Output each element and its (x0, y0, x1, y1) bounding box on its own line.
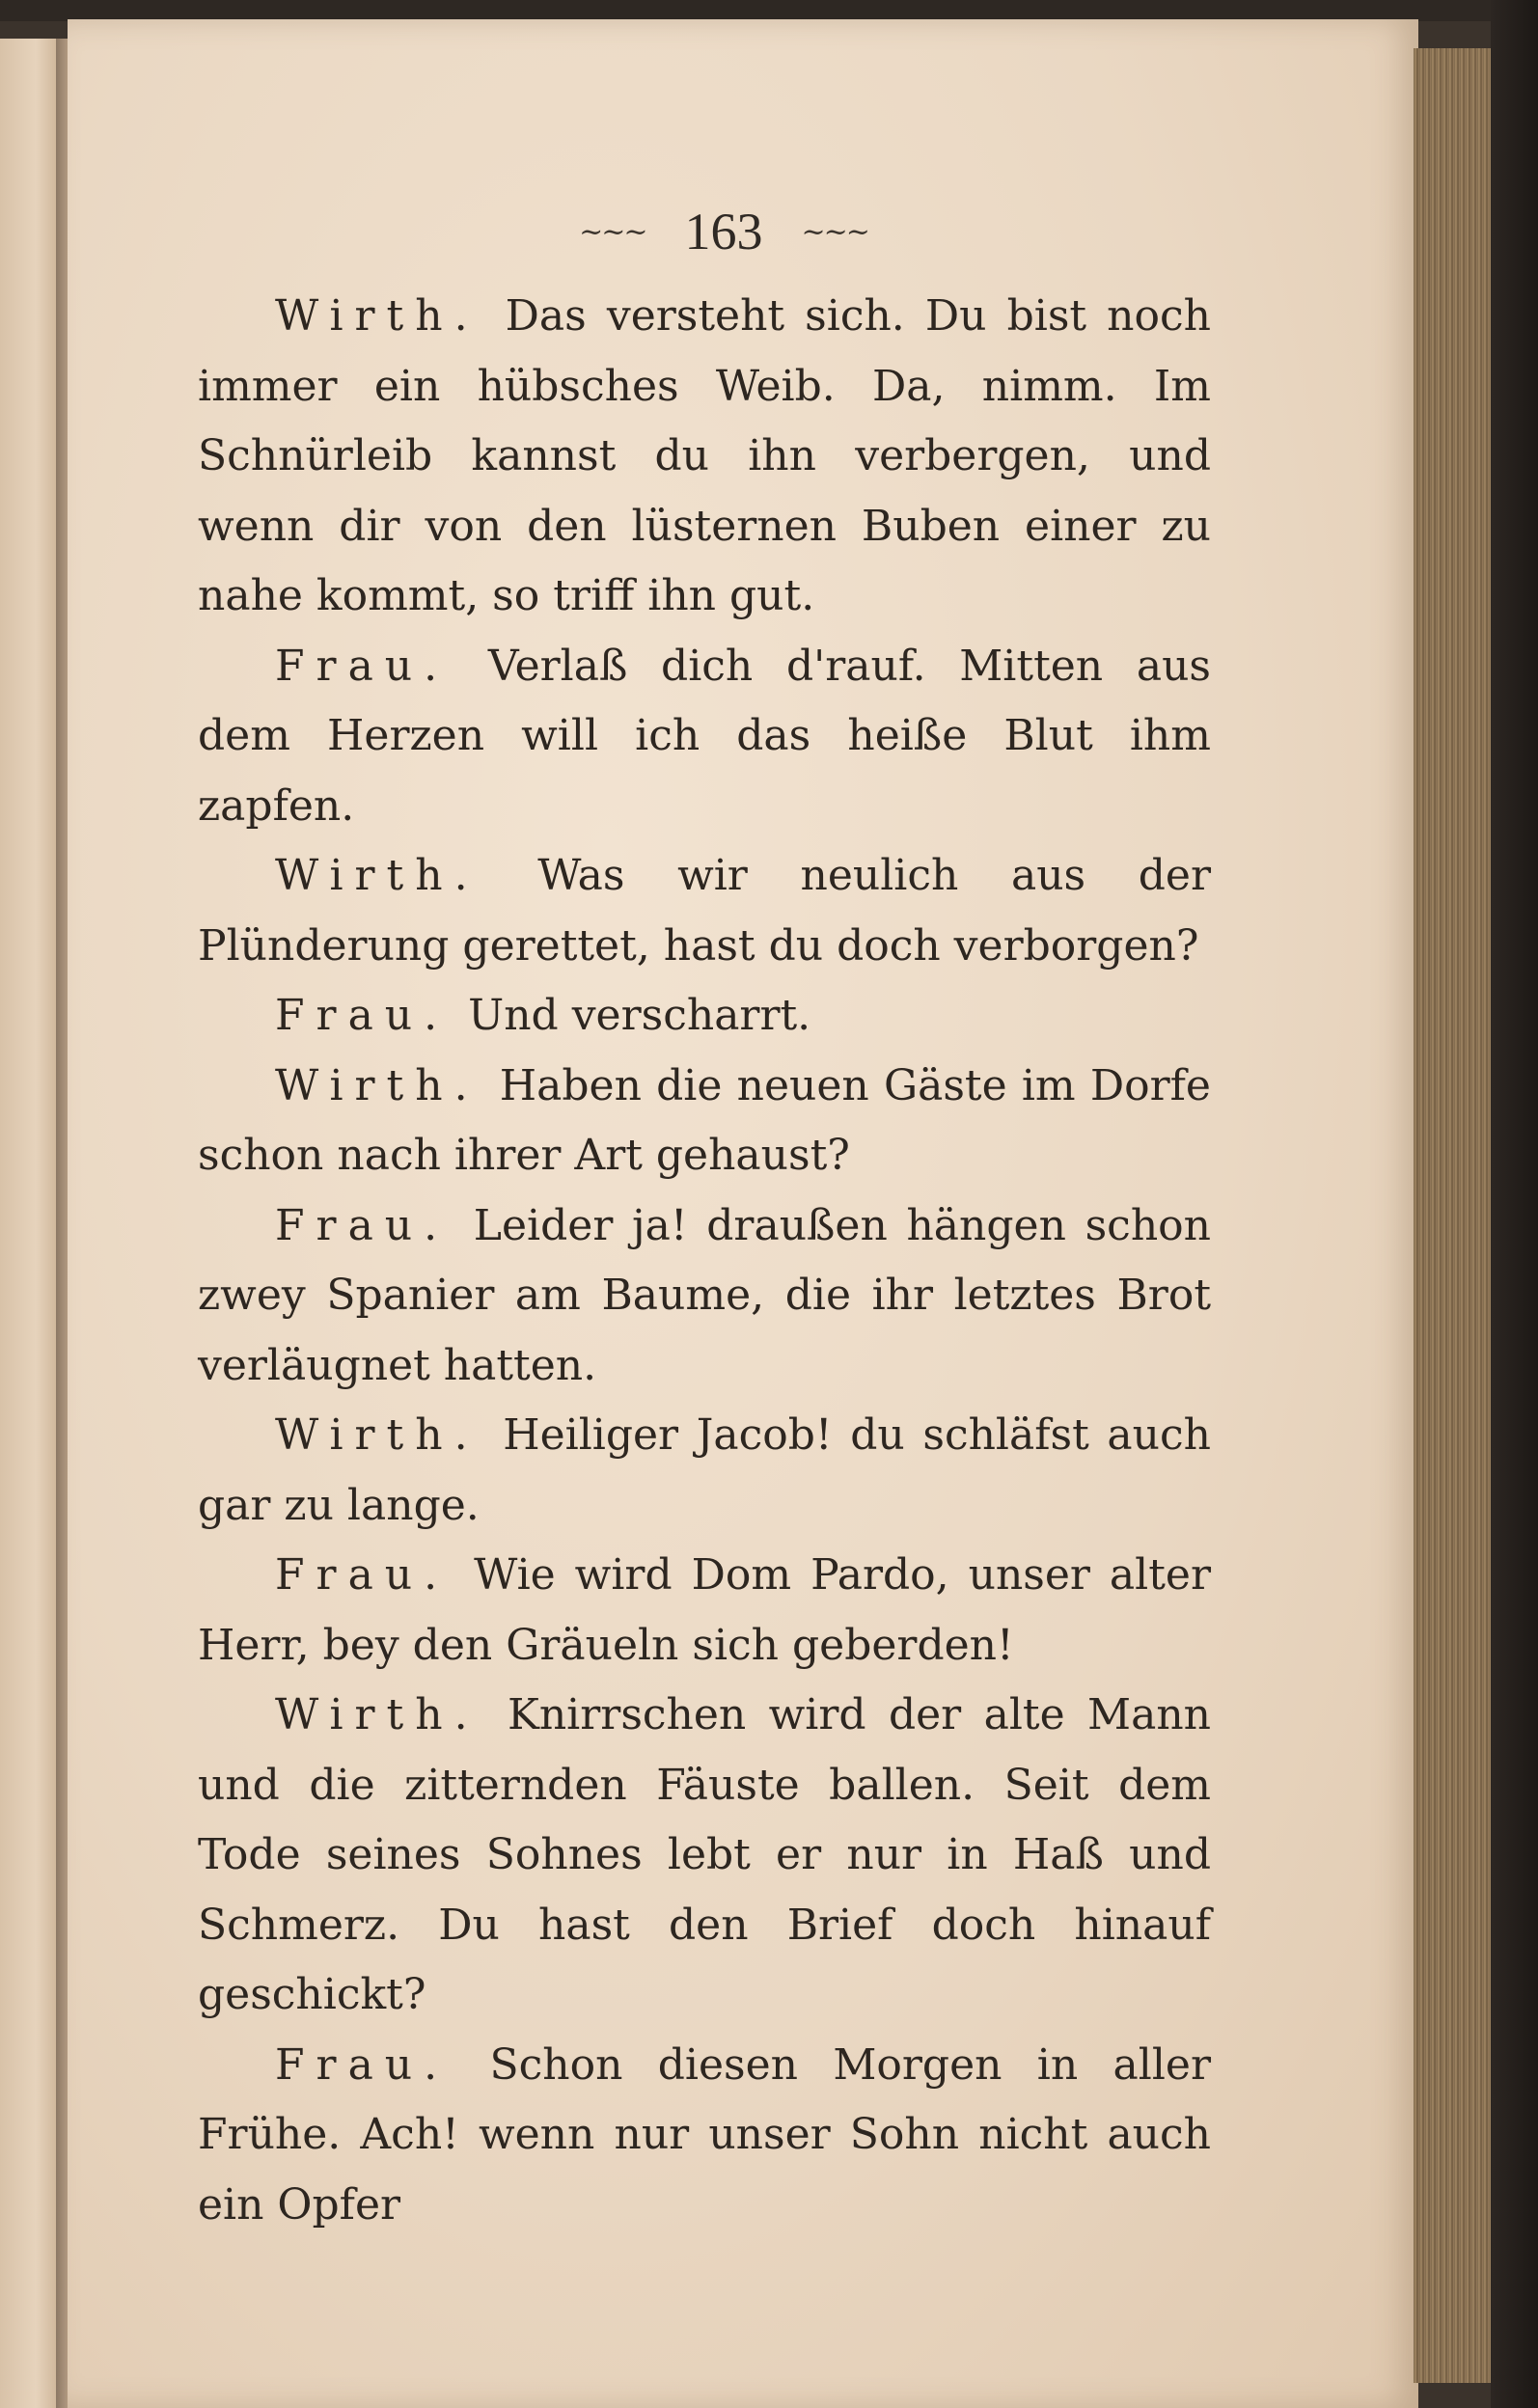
dialogue-paragraph (198, 981, 1211, 1052)
dialogue-paragraph (198, 1052, 1211, 1191)
speaker-name: Wirth. (275, 1410, 480, 1460)
speaker-name: Wirth. (275, 851, 480, 900)
speaker-name: Frau. (275, 991, 450, 1040)
dialogue-paragraph (198, 282, 1211, 632)
dialogue-paragraph (198, 1681, 1211, 2031)
dialogue-paragraph (198, 1541, 1211, 1681)
body-text (198, 282, 1211, 2240)
speaker-name: Frau. (275, 1200, 450, 1250)
speaker-name: Wirth. (275, 291, 480, 341)
dialogue-line: Schon diesen Morgen in aller Frühe. Ach! wenn nur unser Sohn nicht auch ein Opfer (198, 2039, 1211, 2230)
book-cover-top (0, 0, 1538, 21)
page-header (511, 198, 936, 265)
dialogue-paragraph (198, 1401, 1211, 1541)
speaker-name: Frau. (275, 2039, 450, 2090)
dialogue-line: Haben die neuen Gäste im Dorfe schon nach ihrer Art gehaust? (198, 1060, 1211, 1180)
dialogue-line: Verlaß dich d'rauf. Mitten aus dem Herzen will ich das heiße Blut ihm zapfen. (198, 641, 1211, 831)
page-number: 163 (684, 203, 763, 260)
dialogue-line: Das versteht sich. Du bist noch immer ein hübsches Weib. Da, nimm. Im Schnürleib kannst du ihn verbergen, und wenn dir von den lüsternen Buben einer zu nahe kommt, so triff ihn gut. (198, 291, 1211, 620)
speaker-name: Frau. (275, 1550, 450, 1600)
dialogue-line: Leider ja! draußen hängen schon zwey Spanier am Baume, die ihr letztes Brot verläugnet hatten. (198, 1200, 1211, 1390)
speaker-name: Wirth. (275, 1060, 480, 1110)
dialogue-line: Knirrschen wird der alte Mann und die zitternden Fäuste ballen. Seit dem Tode seines Sohnes lebt er nur in Haß und Schmerz. Du hast den Brief doch hinauf geschickt? (198, 1690, 1211, 2019)
dialogue-line: Und verscharrt. (468, 991, 811, 1040)
dialogue-line: Heiliger Jacob! du schläfst auch gar zu lange. (198, 1410, 1211, 1530)
speaker-name: Wirth. (275, 1690, 480, 1739)
speaker-name: Frau. (275, 641, 450, 691)
header-ornament-left: ~~~ (579, 214, 646, 249)
dialogue-paragraph (198, 841, 1211, 981)
previous-page-edge (0, 39, 60, 2408)
dialogue-paragraph (198, 1191, 1211, 1402)
dialogue-paragraph (198, 632, 1211, 842)
page-stack-edges (1414, 48, 1491, 2383)
book-cover-right (1491, 0, 1538, 2408)
dialogue-paragraph (198, 2031, 1211, 2241)
dialogue-line: Wie wird Dom Pardo, unser alter Herr, bey den Gräueln sich geberden! (198, 1550, 1211, 1670)
header-ornament-right: ~~~ (801, 214, 868, 249)
dialogue-line: Was wir neulich aus der Plünderung gerettet, hast du doch verborgen? (198, 851, 1211, 971)
